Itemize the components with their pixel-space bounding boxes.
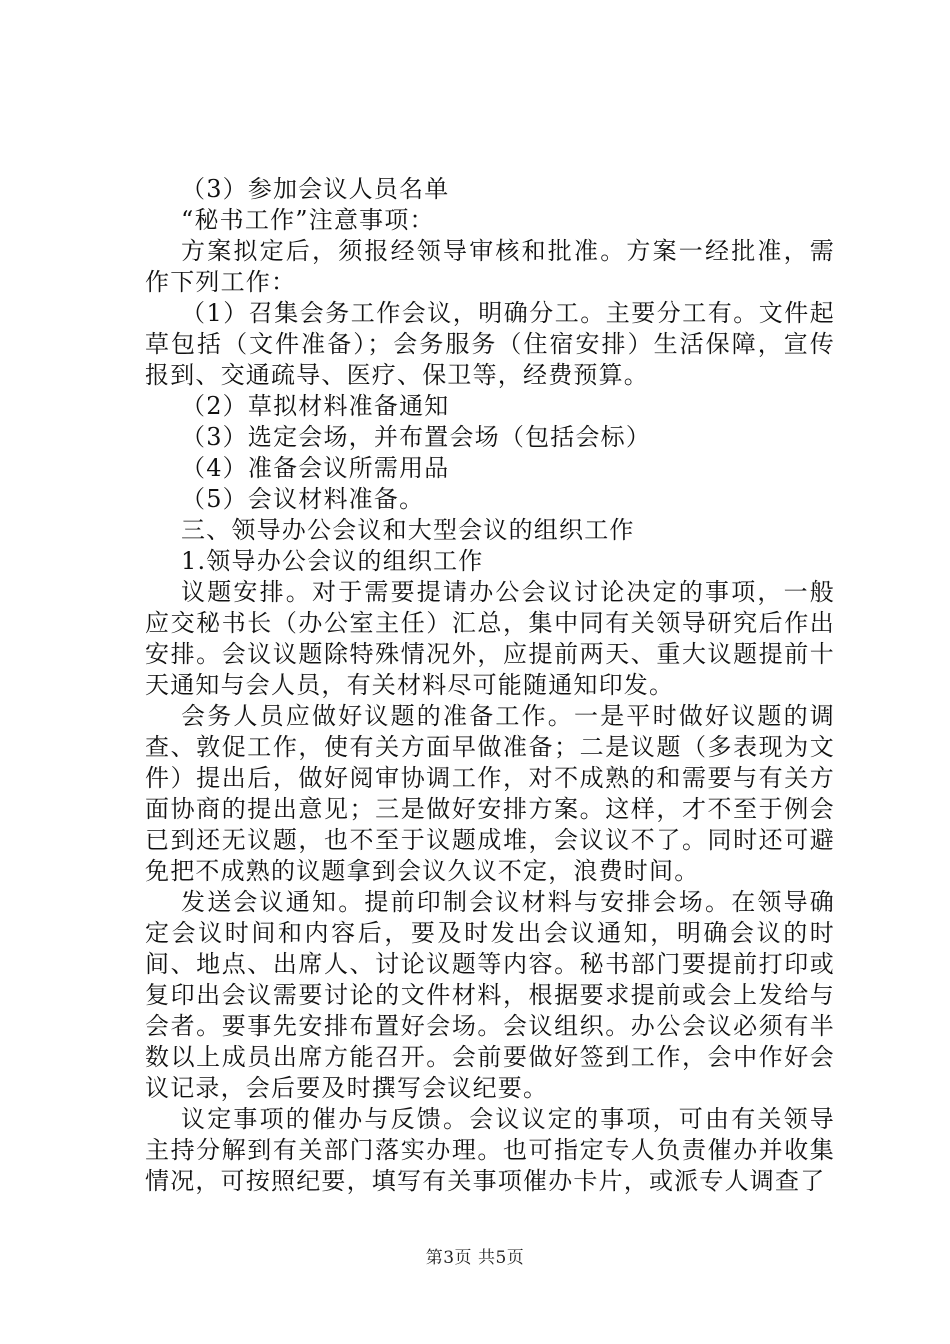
paragraph-task-2: （2）草拟材料准备通知: [181, 392, 450, 420]
paragraph-task-5: （5）会议材料准备。: [181, 485, 425, 513]
page-number-footer: 第3页 共5页: [425, 1248, 525, 1268]
paragraph-agenda-arrangement: 议题安排。对于需要提请办公会议讨论决定的事项，一般应交秘书长（办公室主任）汇总，集中同有关领导研究后作出安排。会议议题除特殊情况外，应提前两天、重大议题提前十天通知与会人员，有关材料尽可能随通知印发。: [145, 578, 835, 699]
paragraph-task-1: （1）召集会务工作会议，明确分工。主要分工有。文件起草包括（文件准备）；会务服务（住宿安排）生活保障，宣传报到、交通疏导、医疗、保卫等，经费预算。: [145, 299, 835, 389]
paragraph-secretary-notes-heading: “秘书工作”注意事项：: [181, 206, 435, 234]
paragraph-attendee-list: （3）参加会议人员名单: [181, 175, 450, 203]
paragraph-task-4: （4）准备会议所需用品: [181, 454, 450, 482]
paragraph-follow-up: 议定事项的催办与反馈。会议议定的事项，可由有关领导主持分解到有关部门落实办理。也可指定专人负责催办并收集情况，可按照纪要，填写有关事项催办卡片，或派专人调查了: [145, 1105, 835, 1195]
paragraph-meeting-notice: 发送会议通知。提前印制会议材料与安排会场。在领导确定会议时间和内容后，要及时发出会议通知，明确会议的时间、地点、出席人、讨论议题等内容。秘书部门要提前打印或复印出会议需要讨论的文件材料，根据要求提前或会上发给与会者。要事先安排布置好会场。会议组织。办公会议必须有半数以上成员出席方能召开。会前要做好签到工作，会中作好会议记录，会后要及时撰写会议纪要。: [145, 888, 835, 1102]
section-heading-3: 三、领导办公会议和大型会议的组织工作: [181, 516, 635, 544]
paragraph-plan-approval: 方案拟定后，须报经领导审核和批准。方案一经批准，需作下列工作：: [145, 237, 835, 296]
paragraph-agenda-preparation: 会务人员应做好议题的准备工作。一是平时做好议题的调查、敦促工作，使有关方面早做准备；二是议题（多表现为文件）提出后，做好阅审协调工作，对不成熟的和需要与有关方面协商的提出意见；三是做好安排方案。这样，才不至于例会已到还无议题，也不至于议题成堆，会议议不了。同时还可避免把不成熟的议题拿到会议久议不定，浪费时间。: [145, 702, 835, 885]
document-body: [145, 174, 835, 1197]
subsection-heading-1: 1.领导办公会议的组织工作: [181, 547, 484, 575]
paragraph-task-3: （3）选定会场，并布置会场（包括会标）: [181, 423, 652, 451]
